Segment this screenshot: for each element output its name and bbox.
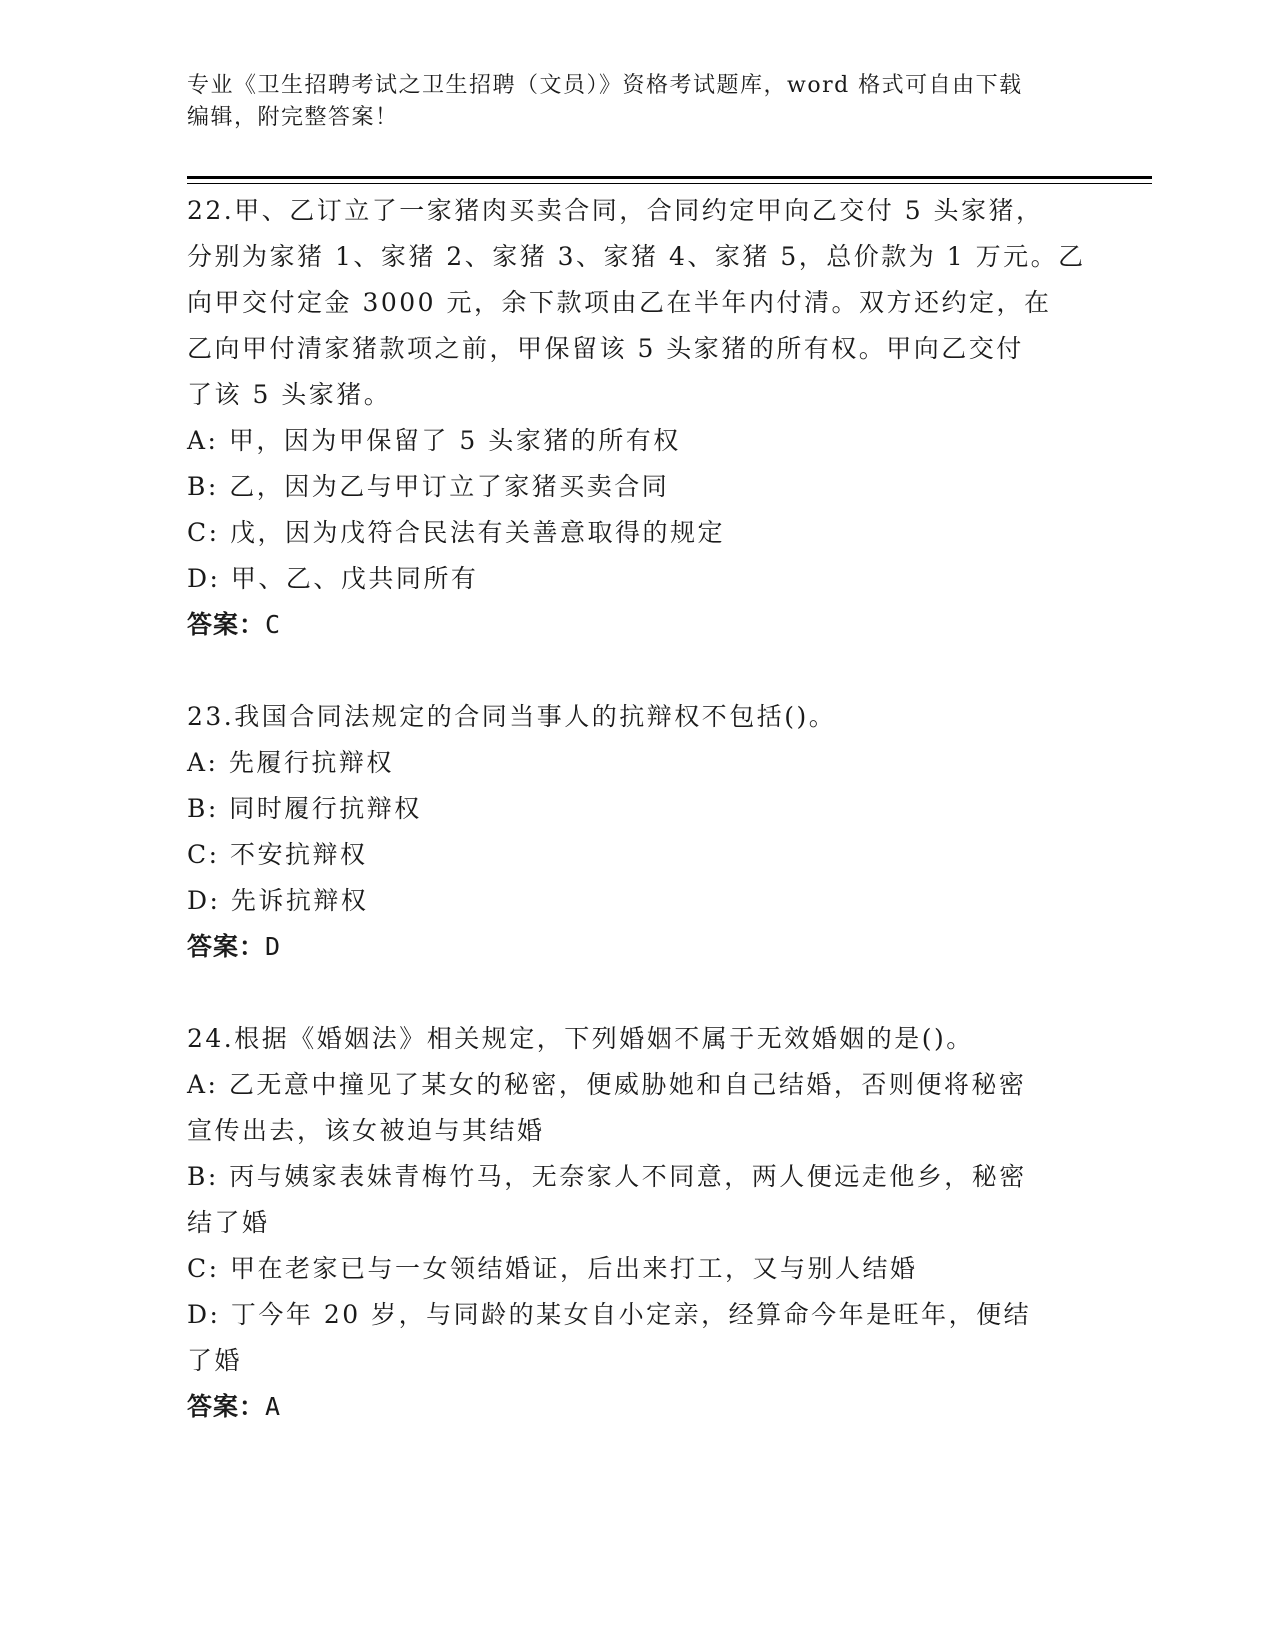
option-line: 宣传出去，该女被迫与其结婚 [187,1116,545,1145]
answer-label: 答案： [187,610,266,639]
option-line: B: 同时履行抗辩权 [187,794,422,823]
question-stem [187,1016,1087,1062]
option-line: D: 先诉抗辩权 [187,886,369,915]
option-line: D: 丁今年 20 岁，与同龄的某女自小定亲，经算命今年是旺年，便结 [187,1300,1032,1329]
option-d [187,1292,1087,1384]
option-line: C: 甲在老家已与一女领结婚证，后出来打工，又与别人结婚 [187,1254,918,1283]
option-b [187,786,1087,832]
option-c [187,1246,1087,1292]
header-line-1: 专业《卫生招聘考试之卫生招聘（文员）》资格考试题库，word 格式可自由下载 [187,73,1023,98]
option-line: B: 乙，因为乙与甲订立了家猪买卖合同 [187,472,670,501]
header-divider-thick [187,176,1152,179]
option-line: A: 先履行抗辩权 [187,748,394,777]
answer-label: 答案： [187,932,266,961]
question-stem [187,188,1087,418]
option-d [187,556,1087,602]
header-divider-thin [187,183,1152,184]
answer-line [187,924,1087,970]
option-line: 结了婚 [187,1208,270,1237]
option-a [187,740,1087,786]
option-d [187,878,1087,924]
option-line: C: 不安抗辩权 [187,840,368,869]
question-list [187,188,1087,1476]
document-header [187,70,1087,134]
stem-line: 分别为家猪 1、家猪 2、家猪 3、家猪 4、家猪 5，总价款为 1 万元。乙 [187,242,1086,271]
option-a [187,1062,1087,1154]
option-line: B: 丙与姨家表妹青梅竹马，无奈家人不同意，两人便远走他乡，秘密 [187,1162,1027,1191]
question-22 [187,188,1087,648]
stem-line: 24.根据《婚姻法》相关规定，下列婚姻不属于无效婚姻的是()。 [187,1024,974,1053]
answer-line [187,602,1087,648]
option-c [187,510,1087,556]
option-b [187,1154,1087,1246]
stem-line: 了该 5 头家猪。 [187,380,392,409]
answer-value: D [265,932,282,961]
stem-line: 23.我国合同法规定的合同当事人的抗辩权不包括()。 [187,702,837,731]
question-24 [187,1016,1087,1430]
question-stem [187,694,1087,740]
option-line: A: 乙无意中撞见了某女的秘密，便威胁她和自己结婚，否则便将秘密 [187,1070,1027,1099]
option-line: C: 戊，因为戊符合民法有关善意取得的规定 [187,518,725,547]
answer-line [187,1384,1087,1430]
option-line: D: 甲、乙、戊共同所有 [187,564,479,593]
answer-value: C [265,610,282,639]
option-line: 了婚 [187,1346,243,1375]
option-b [187,464,1087,510]
option-a [187,418,1087,464]
stem-line: 向甲交付定金 3000 元，余下款项由乙在半年内付清。双方还约定，在 [187,288,1052,317]
option-line: A: 甲，因为甲保留了 5 头家猪的所有权 [187,426,681,455]
option-c [187,832,1087,878]
stem-line: 乙向甲付清家猪款项之前，甲保留该 5 头家猪的所有权。甲向乙交付 [187,334,1024,363]
header-line-2: 编辑，附完整答案！ [187,105,399,130]
stem-line: 22.甲、乙订立了一家猪肉买卖合同，合同约定甲向乙交付 5 头家猪， [187,196,1044,225]
question-23 [187,694,1087,970]
answer-label: 答案： [187,1392,266,1421]
answer-value: A [265,1392,282,1421]
